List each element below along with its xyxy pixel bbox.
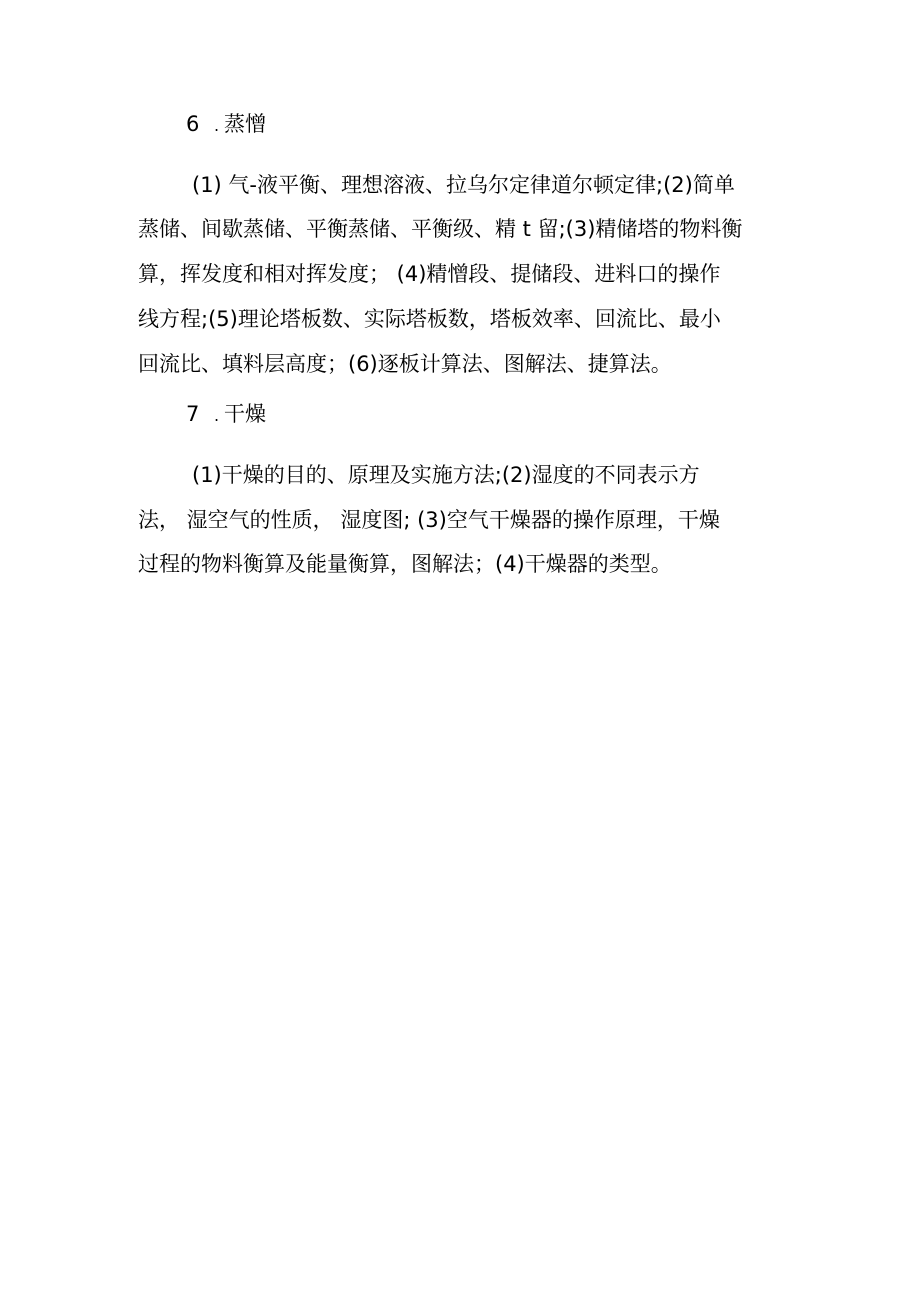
- section-dot: .: [214, 406, 220, 425]
- section-title: 蒸憎: [224, 112, 266, 136]
- section-dot: .: [214, 116, 220, 135]
- section-heading: [186, 110, 266, 140]
- paragraph-line: (1)干燥的目的、原理及实施方法;(2)湿度的不同表示方: [192, 463, 700, 487]
- paragraph-line: 线方程;(5)理论塔板数、实际塔板数，塔板效率、回流比、最小: [138, 307, 721, 331]
- paragraph-line: 算，挥发度和相对挥发度； (4)精憎段、提储段、进料口的操作: [138, 262, 721, 286]
- paragraph-line: 回流比、填料层高度；(6)逐板计算法、图解法、捷算法。: [138, 352, 672, 376]
- paragraph-line: 蒸储、间歇蒸储、平衡蒸储、平衡级、精 t 留;(3)精储塔的物料衡: [138, 217, 743, 241]
- paragraph-line: (1) 气-液平衡、理想溶液、拉乌尔定律道尔顿定律;(2)简单: [192, 173, 735, 197]
- section-title: 干燥: [224, 402, 266, 426]
- section-number: 6: [186, 112, 200, 136]
- section-number: 7: [186, 402, 200, 426]
- section-heading: [186, 400, 266, 430]
- paragraph-line: 过程的物料衡算及能量衡算，图解法；(4)干燥器的类型。: [138, 552, 672, 576]
- paragraph-line: 法， 湿空气的性质， 湿度图; (3)空气干燥器的操作原理，干燥: [138, 508, 720, 532]
